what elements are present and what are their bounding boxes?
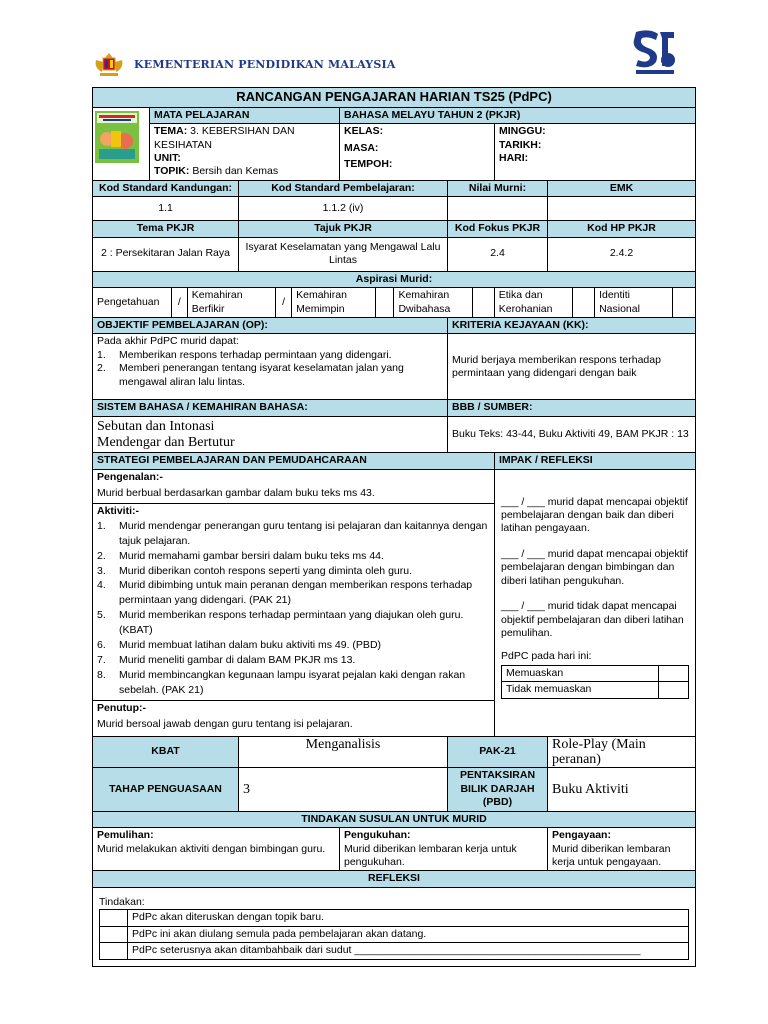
refleksi-checkbox[interactable] (100, 910, 128, 926)
textbook-cover-icon (95, 111, 139, 163)
ministry-name: KEMENTERIAN PENDIDIKAN MALAYSIA (134, 58, 396, 71)
list-item: 2. Memberi penerangan tentang isyarat keselamatan jalan yang mengawal aliran lalu lintas. (97, 362, 404, 388)
pbd-value: Buku Aktiviti (548, 768, 696, 811)
tahap-penguasaan-label: TAHAP PENGUASAAN (93, 768, 239, 811)
kod-sk-label: Kod Standard Kandungan: (93, 180, 239, 196)
sistem-bahasa-content: Sebutan dan Intonasi Mendengar dan Bertutur (93, 416, 448, 452)
emk-value (548, 197, 696, 221)
kelas-label: KELAS: (344, 125, 384, 138)
kod-fokus-pkjr-label: Kod Fokus PKJR (448, 221, 548, 237)
kod-sp-value: 1.1.2 (iv) (239, 197, 448, 221)
pbd-label: PENTAKSIRAN BILIK DARJAH (PBD) (448, 768, 548, 811)
pemulihan-cell (93, 828, 340, 871)
tema-unit-topik: TEMA: 3. KEBERSIHAN DAN KESIHATAN UNIT: TOPIK: Bersih dan Kemas (150, 124, 340, 181)
aspirasi-item-etika-kerohanian: Etika dan Kerohanian (494, 288, 572, 317)
strategi-content (93, 469, 495, 736)
pengukuhan-text: Murid diberikan lembaran kerja untuk pengukuhan. (344, 842, 517, 868)
objektif-label: OBJEKTIF PEMBELAJARAN (OP): (93, 318, 448, 334)
ts25-logo-icon (628, 26, 678, 78)
refleksi-checkbox[interactable] (100, 943, 128, 959)
aspirasi-mark (472, 288, 494, 317)
topik-value: Bersih dan Kemas (192, 165, 279, 178)
kod-hp-pkjr-value: 2.4.2 (548, 237, 696, 271)
aspirasi-label: Aspirasi Murid: (93, 271, 696, 287)
refleksi-options-table (99, 909, 689, 959)
aspirasi-row (93, 288, 696, 318)
list-item: 4. Murid dibimbing untuk main peranan dengan memberikan respons terhadap permintaan yang didengari. (PAK 21) (97, 579, 473, 607)
tempoh-label: TEMPOH: (344, 157, 393, 170)
impak-item: ___ / ___ murid dapat mencapai objektif pembelajaran dengan baik dan diberi latihan pengayaan. (501, 495, 688, 535)
hari-label: HARI: (499, 151, 529, 164)
aspirasi-item-kemahiran-dwibahasa: Kemahiran Dwibahasa (394, 288, 472, 317)
page-header (92, 50, 696, 82)
bbb-content: Buku Teks: 43-44, Buku Aktiviti 49, BAM PKJR : 13 (448, 416, 696, 452)
impak-content (495, 469, 696, 736)
tajuk-pkjr-label: Tajuk PKJR (239, 221, 448, 237)
pemulihan-text: Murid melakukan aktiviti dengan bimbingan guru. (97, 842, 326, 855)
malaysia-crest-icon (92, 50, 126, 80)
memuaskan-option[interactable]: Memuaskan (502, 665, 659, 681)
tidak-memuaskan-checkbox[interactable] (659, 682, 689, 698)
refleksi-checkbox[interactable] (100, 926, 128, 942)
aspirasi-mark (573, 288, 595, 317)
aktiviti-label: Aktiviti:- (97, 505, 139, 518)
tahap-penguasaan-value: 3 (239, 768, 448, 811)
penutup-label: Penutup:- (97, 701, 146, 714)
list-item: 8. Murid membincangkan kegunaan lampu isyarat pejalan kaki dengan rakan sebelah. (PAK 21) (97, 668, 466, 696)
memuaskan-checkbox[interactable] (659, 665, 689, 681)
aspirasi-item-pengetahuan: Pengetahuan (93, 288, 171, 317)
tindakan-susulan-label: TINDAKAN SUSULAN UNTUK MURID (93, 811, 696, 827)
pdpc-rating-table (501, 665, 689, 699)
minggu-label: MINGGU: (499, 125, 546, 138)
pak21-value: Role-Play (Main peranan) (548, 736, 696, 768)
kod-sp-label: Kod Standard Pembelajaran: (239, 180, 448, 196)
pengayaan-label: Pengayaan: (552, 829, 611, 842)
aspirasi-mark (376, 288, 394, 317)
kod-hp-pkjr-label: Kod HP PKJR (548, 221, 696, 237)
nilai-murni-label: Nilai Murni: (448, 180, 548, 196)
nilai-murni-value (448, 197, 548, 221)
emk-label: EMK (548, 180, 696, 196)
pengenalan-label: Pengenalan:- (97, 470, 163, 483)
tema-pkjr-value: 2 : Persekitaran Jalan Raya (93, 237, 239, 271)
tindakan-label: Tindakan: (99, 895, 145, 908)
objektif-content: Pada akhir PdPC murid dapat: 1. Memberikan respons terhadap permintaan yang didengari. 2. Memberi penerangan tentang isyarat keselamatan jalan yang mengawal aliran lalu lintas. (93, 334, 448, 400)
strategi-label: STRATEGI PEMBELAJARAN DAN PEMUDAHCARAAN (93, 453, 495, 469)
tema-value: 3. KEBERSIHAN DAN KESIHATAN (154, 125, 295, 151)
kod-sk-value: 1.1 (93, 197, 239, 221)
refleksi-option[interactable]: PdPc ini akan diulang semula pada pembelajaran akan datang. (128, 926, 689, 942)
pak21-label: PAK-21 (448, 736, 548, 768)
aspirasi-mark: / (276, 288, 292, 317)
aspirasi-item-kemahiran-memimpin: Kemahiran Memimpin (292, 288, 376, 317)
pengukuhan-label: Pengukuhan: (344, 829, 411, 842)
impak-item: ___ / ___ murid tidak dapat mencapai objektif pembelajaran dan diberi latihan pemulihan. (501, 600, 684, 639)
pdpc-label: PdPC pada hari ini: (501, 650, 592, 663)
kod-fokus-pkjr-value: 2.4 (448, 237, 548, 271)
kelas-masa-tempoh (340, 124, 495, 181)
pengenalan-text: Murid berbual berdasarkan gambar dalam buku teks ms 43. (97, 486, 375, 499)
aspirasi-mark (673, 288, 695, 317)
penutup-text: Murid bersoal jawab dengan guru tentang isi pelajaran. (97, 718, 353, 731)
list-item: 5. Murid memberikan respons terhadap permintaan yang diajukan oleh guru. (KBAT) (97, 609, 464, 637)
tema-pkjr-label: Tema PKJR (93, 221, 239, 237)
aspirasi-item-kemahiran-berfikir: Kemahiran Berfikir (187, 288, 275, 317)
list-item: 3. Murid diberikan contoh respons seperti yang diminta oleh guru. (97, 564, 413, 577)
impak-item: ___ / ___ murid dapat mencapai objektif pembelajaran dengan bimbingan dan diberi latihan pengukuhan. (501, 547, 688, 587)
kriteria-content: Murid berjaya memberikan respons terhadap permintaan yang didengari dengan baik (448, 334, 696, 400)
refleksi-option[interactable]: PdPc akan diteruskan dengan topik baru. (128, 910, 689, 926)
masa-label: MASA: (344, 141, 379, 154)
document-title: RANCANGAN PENGAJARAN HARIAN TS25 (PdPC) (93, 88, 696, 108)
textbook-cover (93, 107, 150, 180)
impak-label: IMPAK / REFLEKSI (495, 453, 696, 469)
list-item: 1. Memberikan respons terhadap permintaan yang didengari. (97, 348, 392, 361)
pemulihan-label: Pemulihan: (97, 829, 154, 842)
mata-pelajaran-value: BAHASA MELAYU TAHUN 2 (PKJR) (340, 107, 696, 123)
tajuk-pkjr-value: Isyarat Keselamatan yang Mengawal Lalu Lintas (239, 237, 448, 271)
list-item: 1. Murid mendengar penerangan guru tentang isi pelajaran dan kaitannya dengan tajuk pelajaran. (97, 519, 488, 547)
pengukuhan-cell (340, 828, 548, 871)
kriteria-label: KRITERIA KEJAYAAN (KK): (448, 318, 696, 334)
list-item: 6. Murid membuat latihan dalam buku aktiviti ms 49. (PBD) (97, 639, 382, 652)
kbat-value: Menganalisis (239, 736, 448, 768)
sistem-bahasa-label: SISTEM BAHASA / KEMAHIRAN BAHASA: (93, 400, 448, 416)
list-item: 7. Murid meneliti gambar di dalam BAM PKJR ms 13. (97, 653, 356, 666)
mata-pelajaran-label: MATA PELAJARAN (150, 107, 340, 123)
aspirasi-item-identiti-nasional: Identiti Nasional (595, 288, 673, 317)
tidak-memuaskan-option[interactable]: Tidak memuaskan (502, 682, 659, 698)
refleksi-label: REFLEKSI (93, 871, 696, 887)
pengayaan-cell (548, 828, 696, 871)
list-item: 2. Murid memahami gambar bersiri dalam buku teks ms 44. (97, 549, 384, 562)
minggu-tarikh-hari (495, 124, 696, 181)
aspirasi-mark: / (171, 288, 187, 317)
bbb-label: BBB / SUMBER: (448, 400, 696, 416)
refleksi-option[interactable]: PdPc seterusnya akan ditambahbaik dari sudut _________________________________________________ (128, 943, 689, 959)
tarikh-label: TARIKH: (499, 138, 542, 151)
kbat-label: KBAT (93, 736, 239, 768)
pengayaan-text: Murid diberikan lembaran kerja untuk pengayaan. (552, 842, 671, 868)
refleksi-content (93, 887, 696, 966)
rph-table (92, 87, 696, 967)
